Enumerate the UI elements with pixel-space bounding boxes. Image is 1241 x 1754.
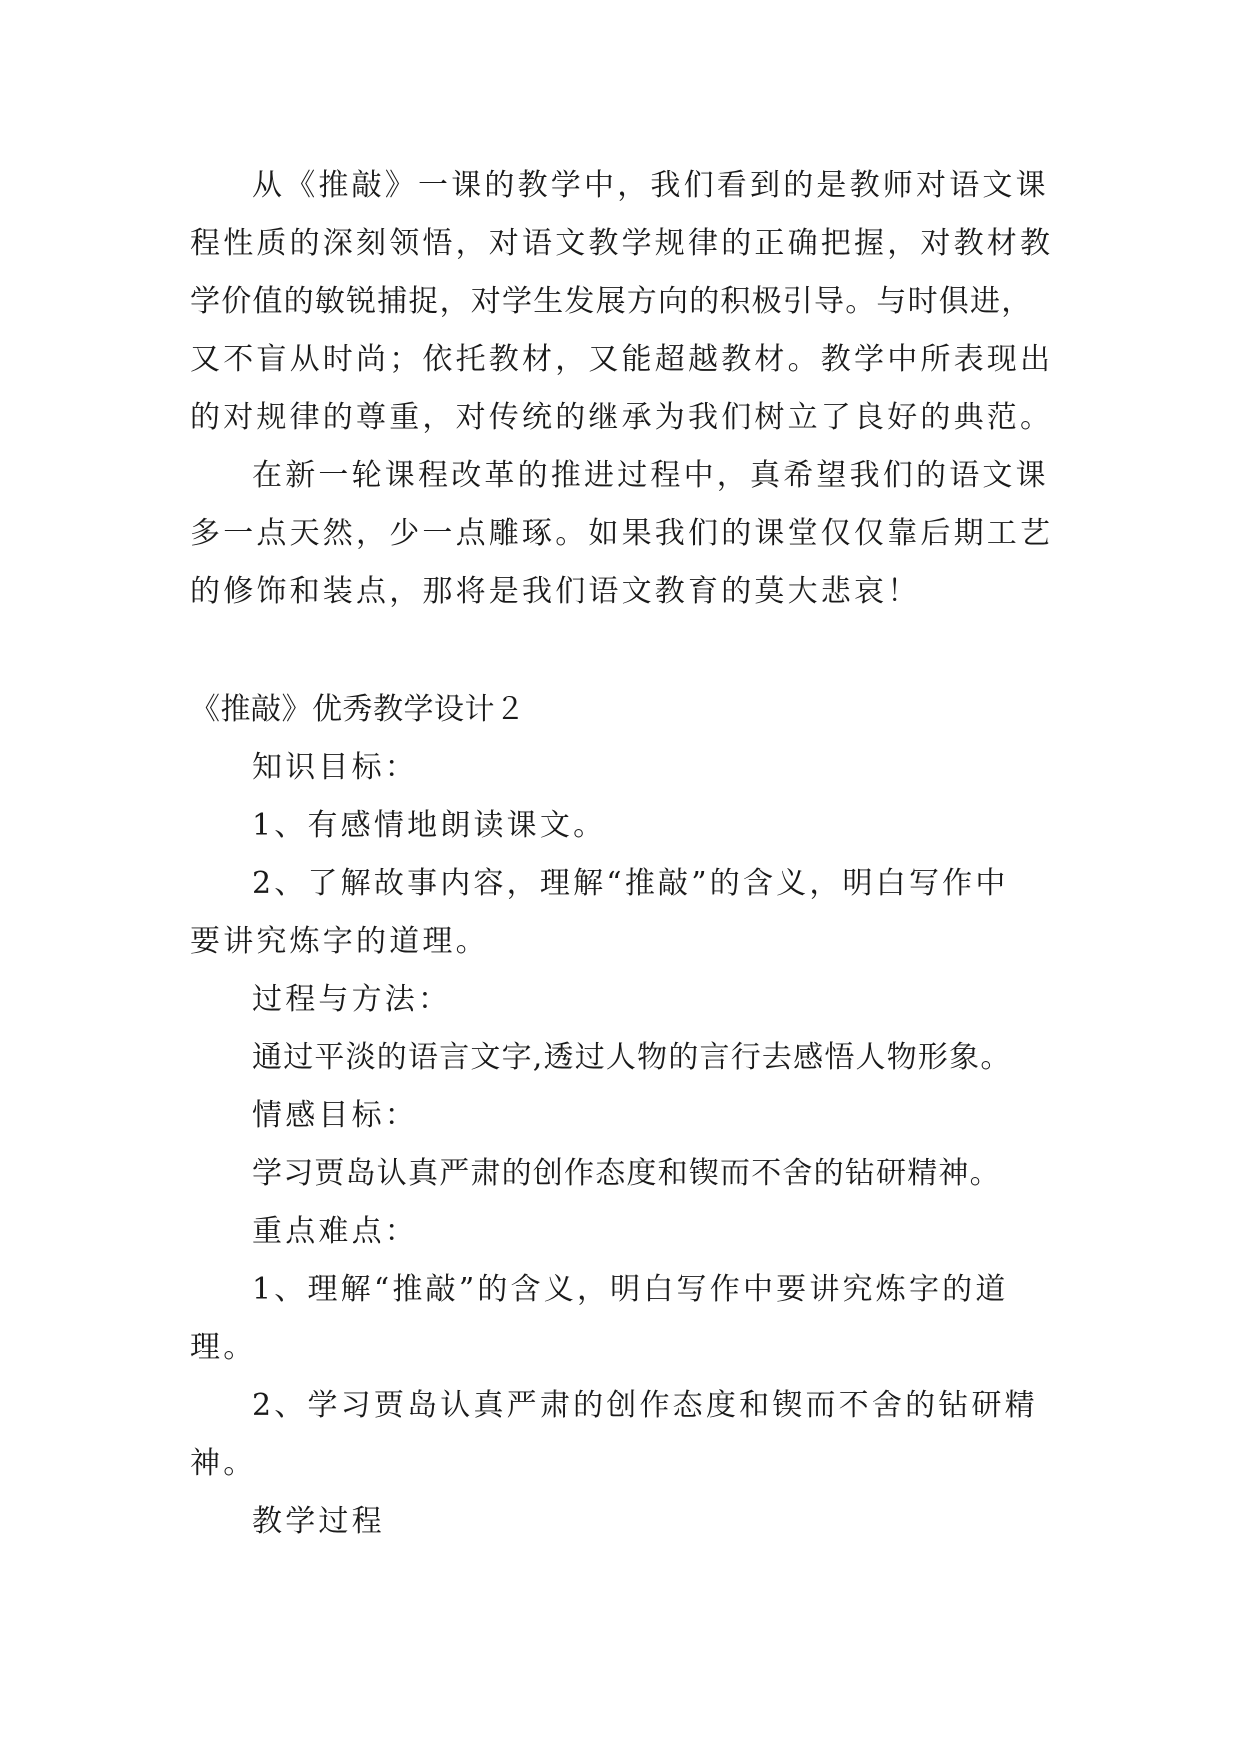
paragraph-line: 知识目标： — [252, 750, 418, 785]
paragraph-line: 学习贾岛认真严肃的创作态度和锲而不舍的钻研精神。 — [252, 1156, 1001, 1191]
paragraph-line: 2、学习贾岛认真严肃的创作态度和锲而不舍的钻研精 — [252, 1388, 1038, 1423]
paragraph-line: 重点难点： — [252, 1214, 418, 1249]
paragraph-line: 程性质的深刻领悟，对语文教学规律的正确把握，对教材教 — [190, 226, 1054, 261]
paragraph-line: 学价值的敏锐捕捉，对学生发展方向的积极引导。与时俱进， — [190, 284, 1033, 319]
paragraph-line: 神。 — [190, 1446, 257, 1481]
paragraph-line: 2、了解故事内容，理解“推敲”的含义，明白写作中 — [252, 866, 1009, 901]
paragraph-line: 过程与方法： — [252, 982, 452, 1017]
section-title: 《推敲》优秀教学设计２ — [190, 692, 526, 727]
paragraph-line: 1、理解“推敲”的含义，明白写作中要讲究炼字的道 — [252, 1272, 1009, 1307]
paragraph-line: 从《推敲》一课的教学中，我们看到的是教师对语文课 — [252, 168, 1049, 203]
paragraph-line: 又不盲从时尚；依托教材，又能超越教材。教学中所表现出 — [190, 342, 1054, 377]
paragraph-line: 要讲究炼字的道理。 — [190, 924, 489, 959]
paragraph-line: 在新一轮课程改革的推进过程中，真希望我们的语文课 — [252, 458, 1049, 493]
paragraph-line: 通过平淡的语言文字,透过人物的言行去感悟人物形象。 — [252, 1040, 1012, 1075]
paragraph-line: 的修饰和装点，那将是我们语文教育的莫大悲哀！ — [190, 574, 921, 609]
paragraph-line: 多一点天然，少一点雕琢。如果我们的课堂仅仅靠后期工艺 — [190, 516, 1054, 551]
paragraph-line: 情感目标： — [252, 1098, 418, 1133]
paragraph-line: 教学过程 — [252, 1504, 385, 1539]
paragraph-line: 1、有感情地朗读课文。 — [252, 808, 607, 843]
paragraph-line: 理。 — [190, 1330, 257, 1365]
paragraph-line: 的对规律的尊重，对传统的继承为我们树立了良好的典范。 — [190, 400, 1054, 435]
